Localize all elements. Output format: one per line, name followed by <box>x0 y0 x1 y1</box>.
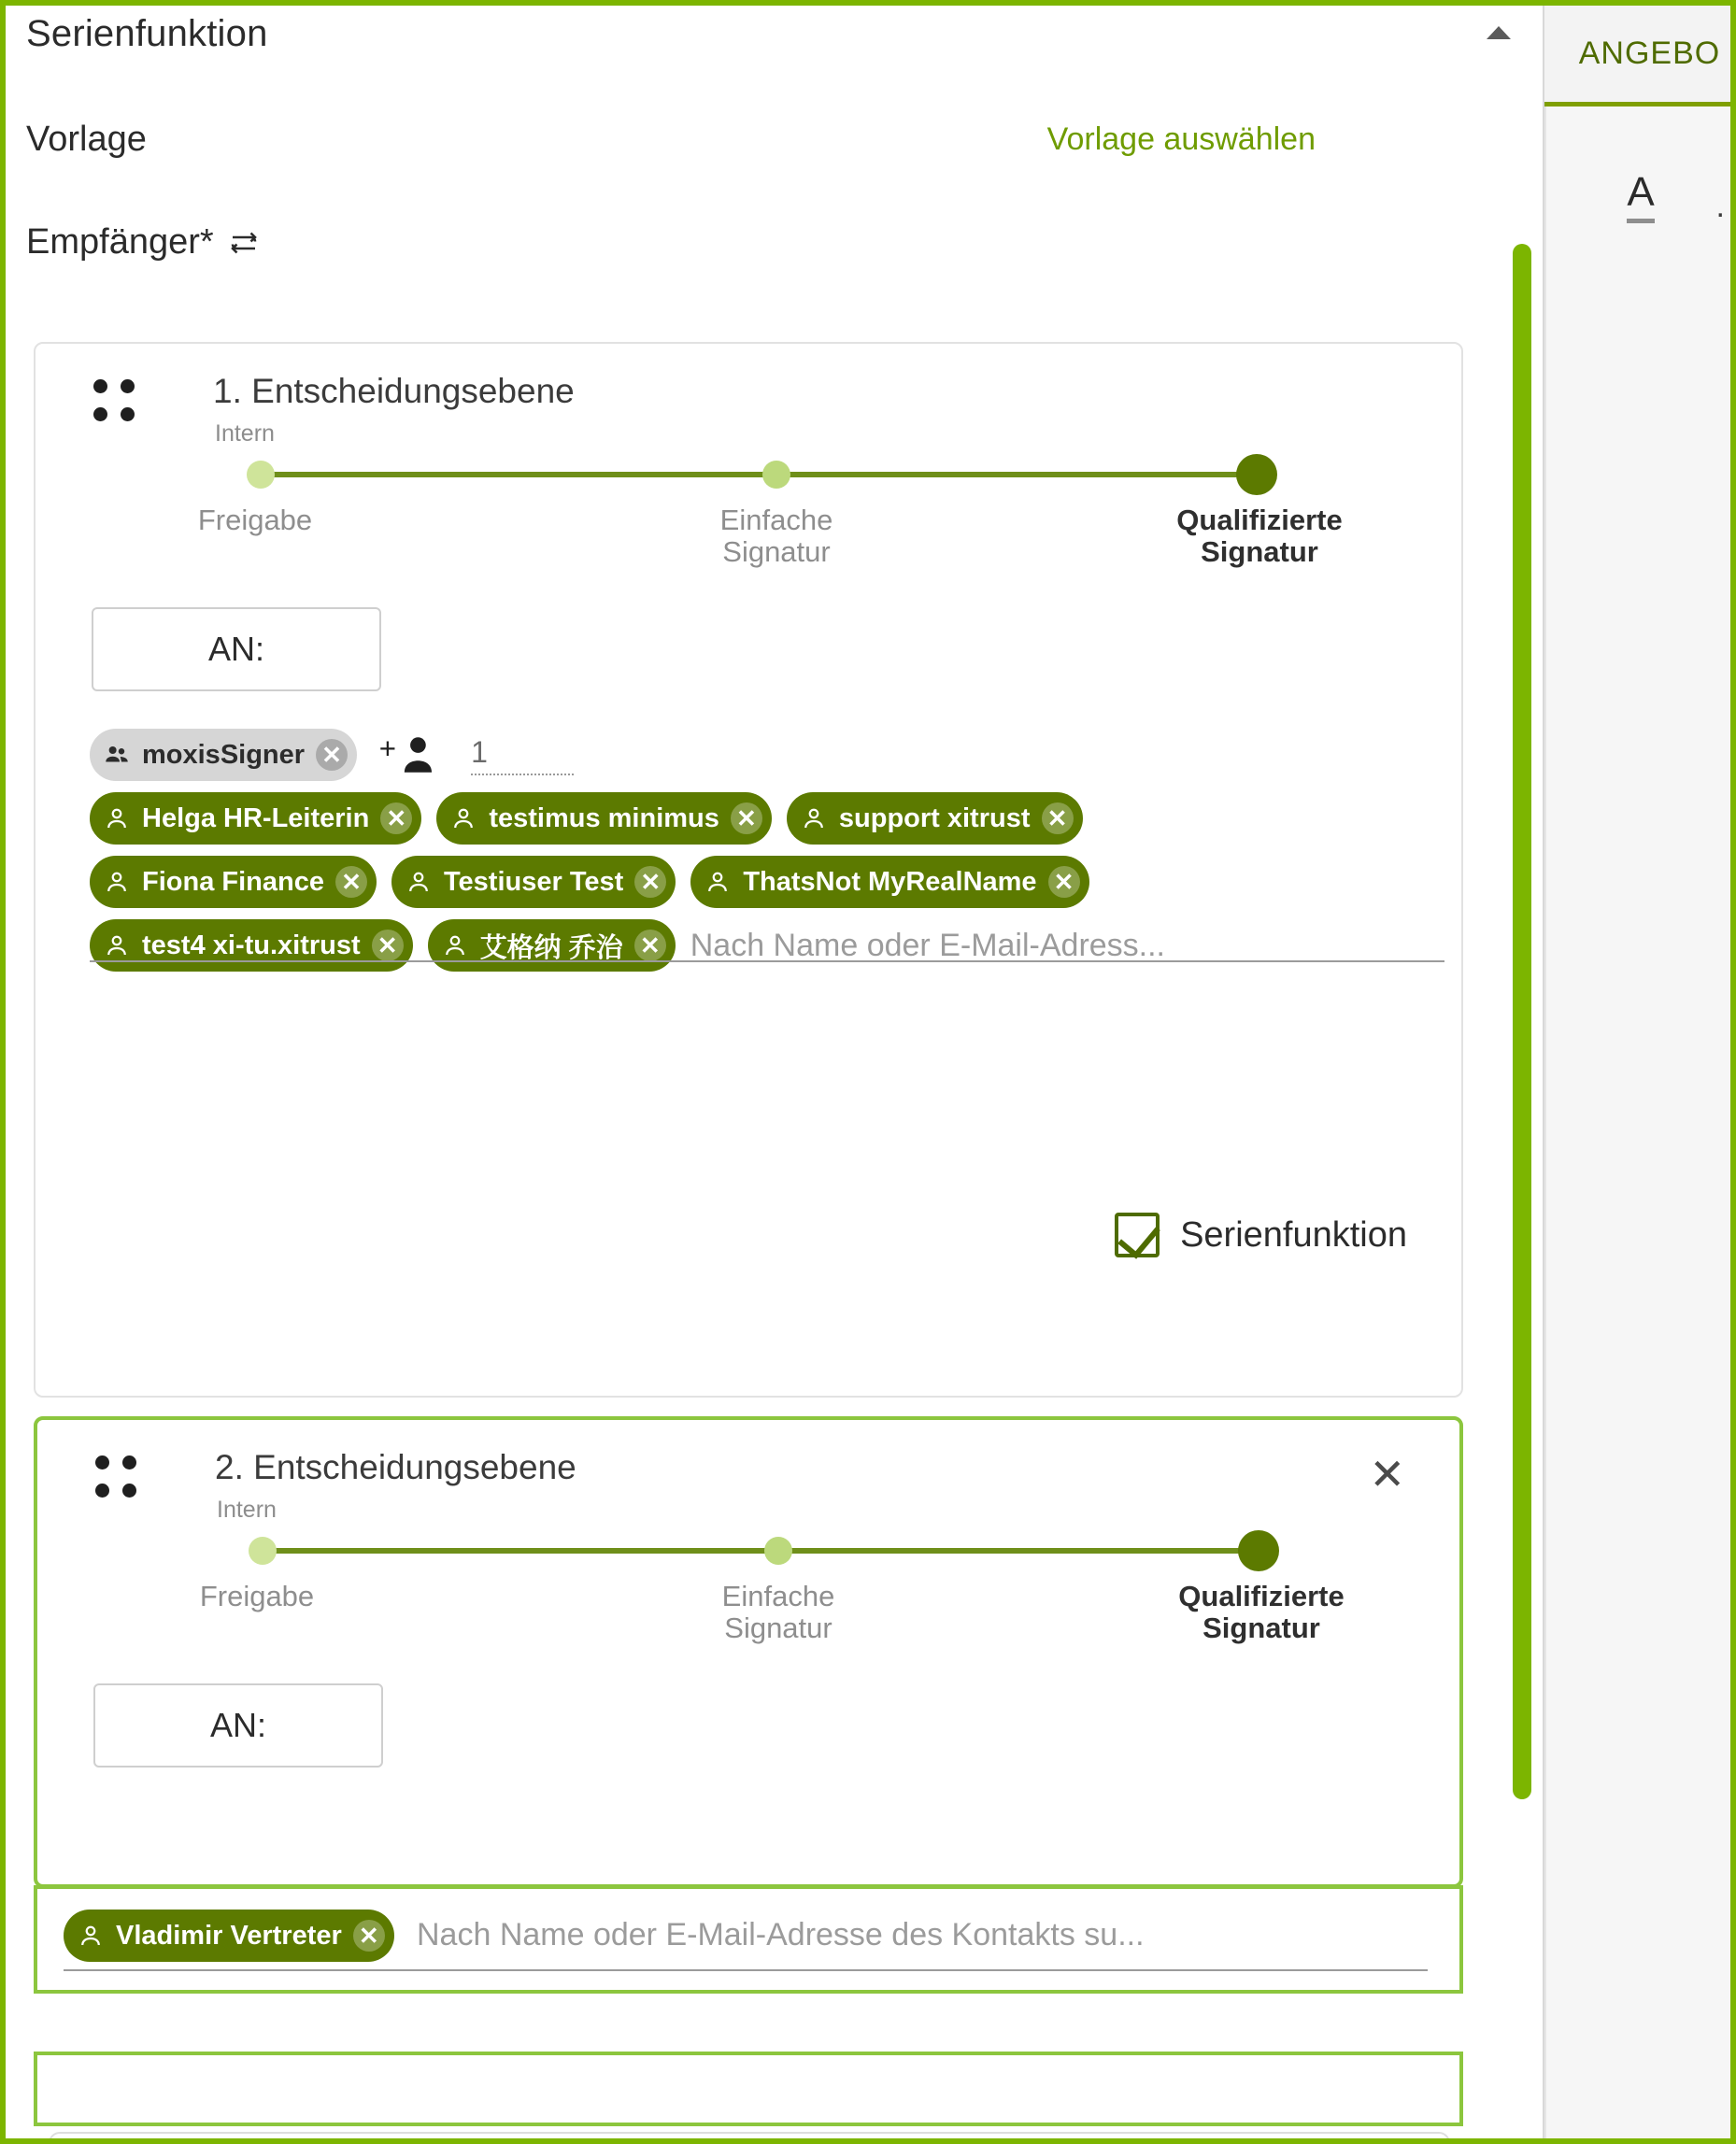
stepper-label-qualifizierte-signatur: Qualifizierte Signatur <box>1178 1580 1345 1645</box>
close-circle-icon[interactable]: ✕ <box>353 1920 385 1952</box>
chip-label: testimus minimus <box>489 802 719 833</box>
signature-level-stepper-1 <box>197 447 1343 569</box>
decision-level-card-2 <box>34 1416 1463 1888</box>
chip-label: ThatsNot MyRealName <box>743 866 1037 897</box>
chip-group-moxissigner[interactable] <box>90 729 357 781</box>
chip-recipient[interactable] <box>90 919 413 972</box>
chip-recipient[interactable] <box>787 792 1083 845</box>
recipients-label: Empfänger* <box>26 222 214 262</box>
chip-row <box>90 856 1444 908</box>
stepper-label-qualifizierte-signatur: Qualifizierte Signatur <box>1176 504 1343 569</box>
tab-angebot[interactable] <box>1544 6 1730 106</box>
person-icon <box>77 1921 105 1951</box>
serienfunktion-panel <box>6 6 1548 2138</box>
select-template-link[interactable]: Vorlage auswählen <box>1046 121 1316 157</box>
serienfunktion-label: Serienfunktion <box>1180 1214 1407 1255</box>
chip-label: support xitrust <box>838 802 1031 833</box>
chevron-up-icon[interactable] <box>1487 26 1511 39</box>
stepper-dot-einfache-signatur[interactable] <box>762 461 790 489</box>
person-icon <box>704 867 732 897</box>
stepper-dot-qualifizierte-signatur[interactable] <box>1236 454 1277 495</box>
chip-row <box>90 792 1444 845</box>
chip-recipient[interactable] <box>90 792 421 845</box>
chip-recipient[interactable] <box>428 919 676 972</box>
person-icon <box>103 803 131 833</box>
next-level-card-partial <box>49 2132 1450 2138</box>
chip-label: 艾格纳 乔治 <box>479 932 623 963</box>
person-icon <box>405 867 433 897</box>
chip-recipient[interactable] <box>436 792 772 845</box>
chip-recipient-vladimir[interactable] <box>64 1910 394 1962</box>
recipient-search-input-1[interactable]: Nach Name oder E-Mail-Adress... <box>690 927 1166 963</box>
chip-label: test4 xi-tu.xitrust <box>142 930 361 960</box>
stepper-dot-freigabe[interactable] <box>249 1537 277 1565</box>
group-icon <box>103 740 131 770</box>
an-button-2[interactable]: AN: <box>93 1683 383 1768</box>
stepper-label-einfache-signatur: Einfache Signatur <box>719 504 833 569</box>
template-row <box>26 120 1428 164</box>
recipients-header <box>26 222 261 263</box>
close-circle-icon[interactable]: ✕ <box>731 802 762 834</box>
chip-label: Helga HR-Leiterin <box>142 802 370 833</box>
close-circle-icon[interactable]: ✕ <box>316 739 348 771</box>
stepper-dot-einfache-signatur[interactable] <box>764 1537 792 1565</box>
recipient-chips-1 <box>90 729 1444 983</box>
person-icon <box>449 803 477 833</box>
close-icon[interactable]: ✕ <box>1369 1450 1405 1498</box>
an-button-1[interactable]: AN: <box>92 607 381 691</box>
add-person-icon[interactable] <box>372 729 445 781</box>
person-icon <box>800 803 828 833</box>
chip-label: moxisSigner <box>142 739 306 770</box>
tab-label: ANGEBO <box>1578 35 1721 71</box>
close-circle-icon[interactable]: ✕ <box>380 802 412 834</box>
count-input-1[interactable]: 1 <box>471 735 574 775</box>
stepper-track <box>258 472 1259 477</box>
chip-recipient[interactable] <box>90 856 377 908</box>
stepper-track <box>260 1548 1261 1554</box>
level-title: 1. Entscheidungsebene <box>213 372 575 410</box>
person-icon <box>103 930 131 960</box>
chip-label: Fiona Finance <box>142 866 324 897</box>
chip-row-group <box>90 729 1444 781</box>
chip-row <box>90 919 1444 972</box>
stepper-label-freigabe: Freigabe <box>197 504 313 536</box>
recipient-search-underline-2 <box>64 1969 1428 1971</box>
level-footer-strip-2 <box>34 2052 1463 2126</box>
text-underline-tool[interactable] <box>1580 146 1701 248</box>
svg-text:+: + <box>378 732 397 766</box>
stepper-dot-qualifizierte-signatur[interactable] <box>1238 1530 1279 1571</box>
checkbox-checked-icon[interactable] <box>1115 1213 1160 1257</box>
chip-recipient[interactable] <box>690 856 1089 908</box>
drag-handle-icon[interactable] <box>95 1455 136 1517</box>
recipient-search-input-2[interactable]: Nach Name oder E-Mail-Adresse des Kontakts su... <box>417 1917 1145 1952</box>
chip-label: Vladimir Vertreter <box>116 1920 342 1951</box>
close-circle-icon[interactable]: ✕ <box>372 930 404 961</box>
level-subtitle: Intern <box>217 1497 277 1523</box>
chip-label: Testiuser Test <box>443 866 624 897</box>
scrollbar-thumb[interactable] <box>1513 244 1531 1799</box>
person-icon <box>441 930 469 960</box>
person-icon <box>103 867 131 897</box>
level-subtitle: Intern <box>215 420 275 447</box>
drag-handle-icon[interactable] <box>93 379 135 441</box>
signature-level-stepper-2 <box>199 1523 1345 1645</box>
page-title: Serienfunktion <box>26 13 268 54</box>
cycle-arrows-icon[interactable] <box>227 225 261 261</box>
rail-dot: . <box>1715 189 1725 224</box>
recipient-search-underline-1 <box>90 960 1444 962</box>
level-title: 2. Entscheidungsebene <box>215 1448 576 1486</box>
close-circle-icon[interactable]: ✕ <box>1048 866 1080 898</box>
rail-body <box>1544 106 1730 2138</box>
right-rail <box>1543 6 1730 2138</box>
template-label: Vorlage <box>26 120 147 159</box>
close-circle-icon[interactable]: ✕ <box>634 866 666 898</box>
stepper-label-freigabe: Freigabe <box>199 1580 315 1612</box>
chip-recipient[interactable] <box>391 856 676 908</box>
close-circle-icon[interactable]: ✕ <box>634 930 666 961</box>
vertical-scrollbar[interactable] <box>1513 244 1531 1813</box>
stepper-label-einfache-signatur: Einfache Signatur <box>721 1580 835 1645</box>
close-circle-icon[interactable]: ✕ <box>1042 802 1074 834</box>
stepper-dot-freigabe[interactable] <box>247 461 275 489</box>
underline-a-icon: A <box>1627 172 1654 223</box>
close-circle-icon[interactable]: ✕ <box>335 866 367 898</box>
serienfunktion-checkbox-row-1[interactable] <box>1115 1213 1407 1257</box>
decision-level-card-1 <box>34 342 1463 1398</box>
